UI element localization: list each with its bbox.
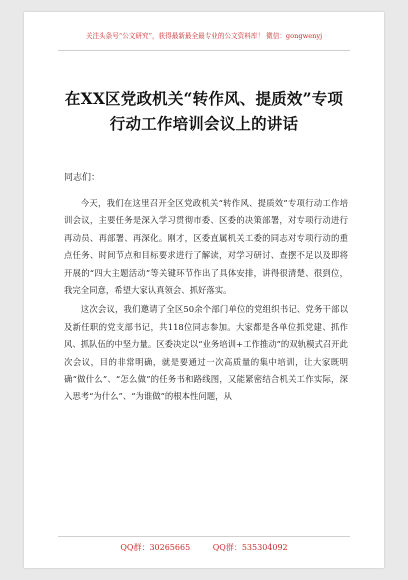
header-divider xyxy=(58,50,350,51)
paragraph-2: 这次会议，我们邀请了全区50余个部门单位的党组织书记、党务干部以及新任职的党支部书记，共118位同志参加。大家都是各单位抓党建、抓作风、抓队伍的中坚力量。区委决定以“业务培训+工作推动”的双轨模式召开此次会议，目的非常明确，就是要通过一次高质量的集中培训，让大家既明确“做什么”、“怎么做”的任务书和路线图，又能紧密结合机关工作实际，深入思考“为什么”、“为谁做”的根本性问题，从 xyxy=(64,304,348,402)
title-line-2: 行动工作培训会议上的讲话 xyxy=(109,114,299,133)
document-body xyxy=(64,195,348,408)
footer-qq-group-1: QQ群：30265665 xyxy=(120,543,191,552)
paragraph-1: 今天，我们在这里召开全区党政机关“转作风、提质效”专项行动工作培训会议，主要任务是深入学习贯彻市委、区委的决策部署，对专项行动进行再动员、再部署、再深化。刚才，区委直属机关工委的同志对专项行动的重点任务、时间节点和目标要求进行了解读，对学习研讨、查摆不足以及即将开展的“四大主题活动”等关键环节作出了具体安排，讲得很清楚、很到位，我完全同意，希望大家认真领会、抓好落实。 xyxy=(64,198,348,296)
salutation: 同志们： xyxy=(64,173,101,183)
header-banner: 关注头条号“公文研究”，获得最新最全最专业的公文资料库！ 微信：gongwenyj xyxy=(85,32,323,40)
footer xyxy=(24,542,384,553)
document-page xyxy=(24,12,384,568)
footer-qq-group-2: QQ群：535304092 xyxy=(212,543,288,552)
document-title xyxy=(34,86,374,136)
title-line-1: 在XX区党政机关“转作风、提质效”专项 xyxy=(64,89,344,108)
footer-divider xyxy=(58,536,350,537)
